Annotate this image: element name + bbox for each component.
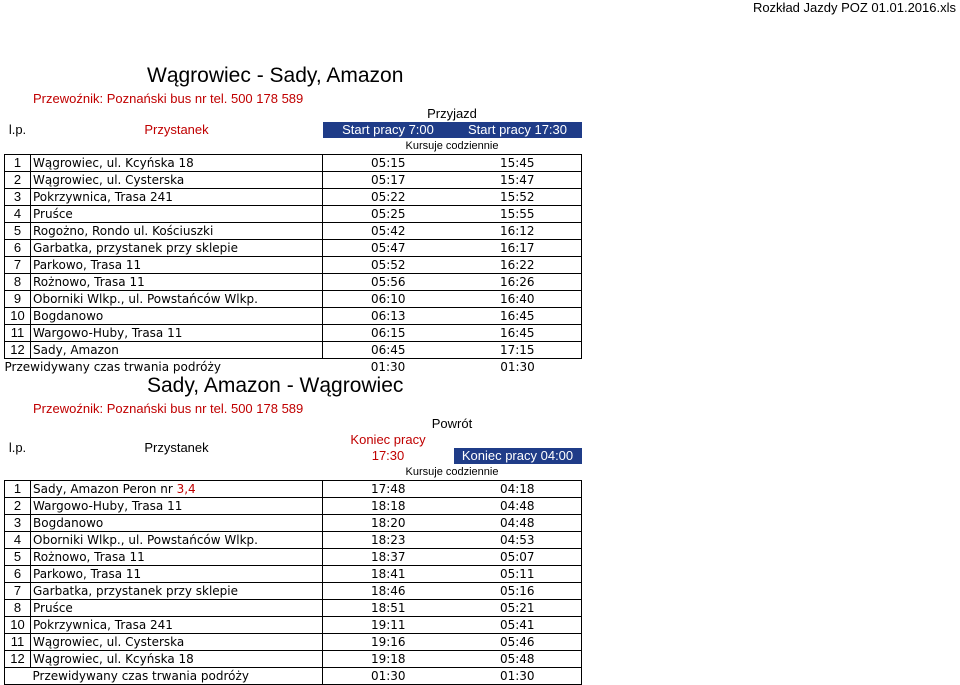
table-row (5, 549, 582, 566)
time-1: 05:22 (323, 189, 454, 206)
stop-name: Pokrzywnica, Trasa 241 (31, 617, 323, 634)
time-2: 15:52 (454, 189, 582, 206)
table-row (5, 325, 582, 342)
table-row (5, 240, 582, 257)
row-number: 7 (5, 257, 31, 274)
time-2: 16:12 (454, 223, 582, 240)
stop-name: Pruśce (31, 600, 323, 617)
stop-name: Garbatka, przystanek przy sklepie (31, 240, 323, 257)
stop-name: Wągrowiec, ul. Cysterska (31, 172, 323, 189)
row-number: 9 (5, 291, 31, 308)
time-2: 17:15 (454, 342, 582, 359)
time-2: 16:45 (454, 308, 582, 325)
table-row (5, 223, 582, 240)
row-number: 7 (5, 583, 31, 600)
row-number: 1 (5, 155, 31, 172)
table-row (5, 155, 582, 172)
time-2: 05:21 (454, 600, 582, 617)
time-1: 18:23 (323, 532, 454, 549)
stop-name: Wągrowiec, ul. Kcyńska 18 (31, 155, 323, 172)
duration-label: Przewidywany czas trwania podróży (31, 668, 323, 685)
stop-name: Rożnowo, Trasa 11 (31, 274, 323, 291)
daily-note: Kursuje codziennie (405, 140, 499, 152)
time-1: 05:42 (323, 223, 454, 240)
duration-label: Przewidywany czas trwania podróży (4, 360, 221, 374)
time-1: 05:47 (323, 240, 454, 257)
daily-note: Kursuje codziennie (405, 466, 499, 478)
row-number: 12 (5, 342, 31, 359)
time-1: 18:37 (323, 549, 454, 566)
col-stop: Przystanek (144, 122, 209, 137)
table-row (5, 206, 582, 223)
time-1: 18:46 (323, 583, 454, 600)
table-row (5, 600, 582, 617)
row-number: 2 (5, 172, 31, 189)
shift-end-1 (323, 432, 454, 464)
stop-name: Sady, Amazon (31, 342, 323, 359)
table-row (5, 274, 582, 291)
time-1: 05:25 (323, 206, 454, 223)
row-number: 8 (5, 600, 31, 617)
stop-name: Rożnowo, Trasa 11 (31, 549, 323, 566)
time-1: 05:17 (323, 172, 454, 189)
row-number: 6 (5, 566, 31, 583)
time-1: 05:15 (323, 155, 454, 172)
table-row (5, 634, 582, 651)
time-1: 05:56 (323, 274, 454, 291)
table-row (5, 291, 582, 308)
duration-1: 01:30 (323, 668, 454, 685)
time-1: 19:18 (323, 651, 454, 668)
time-1: 06:13 (323, 308, 454, 325)
time-1: 18:41 (323, 566, 454, 583)
time-1: 19:11 (323, 617, 454, 634)
row-number: 10 (5, 308, 31, 325)
stop-name: Rogożno, Rondo ul. Kościuszki (31, 223, 323, 240)
stop-name: Garbatka, przystanek przy sklepie (31, 583, 323, 600)
row-number: 2 (5, 498, 31, 515)
time-2: 05:07 (454, 549, 582, 566)
time-1: 18:51 (323, 600, 454, 617)
row-number: 4 (5, 206, 31, 223)
stop-name: Oborniki Wlkp., ul. Powstańców Wlkp. (31, 291, 323, 308)
outbound-group-label: Przyjazd (427, 106, 477, 121)
row-number: 3 (5, 515, 31, 532)
duration-2: 01:30 (454, 668, 582, 685)
time-1: 17:48 (323, 481, 454, 498)
shift-end-2-cell (454, 432, 582, 464)
row-number: 11 (5, 325, 31, 342)
shift-end-2: Koniec pracy 04:00 (454, 448, 582, 464)
col-lp: l.p. (8, 122, 27, 137)
row-number: 5 (5, 223, 31, 240)
outbound-carrier: Przewoźnik: Poznański bus nr tel. 500 178 589 (33, 91, 304, 106)
time-2: 16:17 (454, 240, 582, 257)
row-number: 6 (5, 240, 31, 257)
return-title: Sady, Amazon - Wągrowiec (147, 374, 404, 397)
time-2: 04:53 (454, 532, 582, 549)
table-row (5, 172, 582, 189)
stop-name-main: Sady, Amazon Peron nr (33, 482, 177, 496)
row-number: 3 (5, 189, 31, 206)
stop-name: Bogdanowo (31, 515, 323, 532)
row-number: 11 (5, 634, 31, 651)
time-2: 04:18 (454, 481, 582, 498)
stop-name: Wągrowiec, ul. Cysterska (31, 634, 323, 651)
shift-start-1: Start pracy 7:00 (323, 122, 454, 138)
row-number: 4 (5, 532, 31, 549)
row-number: 8 (5, 274, 31, 291)
row-number: 5 (5, 549, 31, 566)
table-row (5, 257, 582, 274)
table-row (5, 583, 582, 600)
return-carrier: Przewoźnik: Poznański bus nr tel. 500 178 589 (33, 401, 304, 416)
table-row (5, 566, 582, 583)
table-row (5, 651, 582, 668)
stop-name: Pokrzywnica, Trasa 241 (31, 189, 323, 206)
time-2: 04:48 (454, 515, 582, 532)
row-number: 10 (5, 617, 31, 634)
outbound-timetable (4, 106, 582, 375)
row-number: 12 (5, 651, 31, 668)
platform-number: 3,4 (176, 482, 196, 496)
return-group-label: Powrót (431, 416, 473, 431)
time-1: 06:10 (323, 291, 454, 308)
stop-name: Wągrowiec, ul. Kcyńska 18 (31, 651, 323, 668)
duration-2: 01:30 (500, 360, 535, 374)
shift-end-1-line1: Koniec pracy (350, 432, 426, 447)
time-2: 05:16 (454, 583, 582, 600)
table-row (5, 515, 582, 532)
table-row (5, 532, 582, 549)
time-2: 16:45 (454, 325, 582, 342)
col-lp: l.p. (8, 440, 27, 455)
table-row (5, 617, 582, 634)
table-row (5, 498, 582, 515)
time-2: 05:46 (454, 634, 582, 651)
table-row (5, 342, 582, 359)
stop-name: Parkowo, Trasa 11 (31, 566, 323, 583)
table-row (5, 481, 582, 498)
stop-name: Wargowo-Huby, Trasa 11 (31, 325, 323, 342)
table-row (5, 308, 582, 325)
time-1: 19:16 (323, 634, 454, 651)
return-timetable (4, 416, 582, 685)
time-2: 15:45 (454, 155, 582, 172)
stop-name: Bogdanowo (31, 308, 323, 325)
time-1: 05:52 (323, 257, 454, 274)
table-row (5, 189, 582, 206)
stop-name: Wargowo-Huby, Trasa 11 (31, 498, 323, 515)
shift-end-1-line2: 17:30 (371, 448, 405, 463)
time-2: 15:47 (454, 172, 582, 189)
time-2: 05:48 (454, 651, 582, 668)
file-name: Rozkład Jazdy POZ 01.01.2016.xls (752, 0, 956, 15)
time-2: 16:40 (454, 291, 582, 308)
outbound-title: Wągrowiec - Sady, Amazon (147, 64, 404, 87)
time-2: 05:11 (454, 566, 582, 583)
time-2: 16:22 (454, 257, 582, 274)
row-number: 1 (5, 481, 31, 498)
stop-name (31, 481, 323, 498)
shift-start-2: Start pracy 17:30 (454, 122, 582, 138)
stop-name: Oborniki Wlkp., ul. Powstańców Wlkp. (31, 532, 323, 549)
time-2: 05:41 (454, 617, 582, 634)
duration-1: 01:30 (370, 360, 406, 374)
time-1: 18:20 (323, 515, 454, 532)
time-2: 15:55 (454, 206, 582, 223)
time-1: 06:15 (323, 325, 454, 342)
stop-name: Parkowo, Trasa 11 (31, 257, 323, 274)
stop-name: Pruśce (31, 206, 323, 223)
time-2: 04:48 (454, 498, 582, 515)
time-1: 18:18 (323, 498, 454, 515)
col-stop: Przystanek (144, 440, 209, 455)
time-2: 16:26 (454, 274, 582, 291)
time-1: 06:45 (323, 342, 454, 359)
